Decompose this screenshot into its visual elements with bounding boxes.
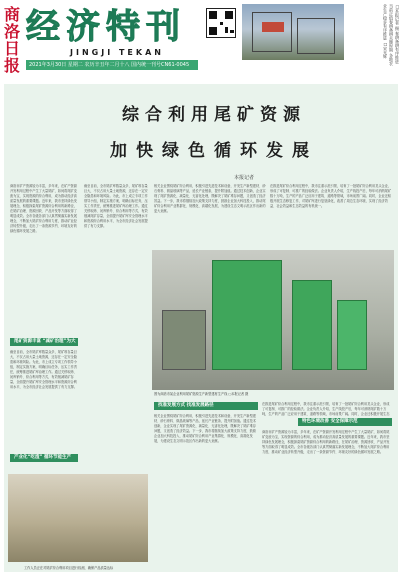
inspection-photo (8, 474, 148, 562)
edition-pinyin: JINGJI TEKAN (70, 48, 164, 57)
subhead-1: 尾矿资源丰富 “减矿治理”为大 (10, 338, 78, 346)
inspection-photo-caption: 工作人员正在对尾矿综合利用项目进行检测，确保产品质量达标 (24, 566, 114, 570)
body-column-6a: 在推进尾矿综合利用过程中，我市注重示范引领，培育了一批尾矿综合利用龙头企业，形成了可复制、可推广的经验做法。企业负责人介绍，生产线投产后，每年可消纳尾矿数十万吨，生产的产品广泛应用于建筑、道路等领域，市场前景广阔。同时，企业还积极开展生态 (262, 402, 390, 416)
dateline-bar: 2021年3月30日 星期二 农历辛丑年二月十八 国内统一刊号CN61-0045 (26, 60, 198, 70)
edition-title: 经济特刊 (26, 7, 186, 47)
vertical-paper-title: 商洛日报 (3, 5, 20, 75)
article-panel (4, 84, 398, 572)
subhead-2: 产业化“吃渣” 循环节能生产 (10, 454, 78, 462)
top-photo-caption: □本报记者 摄 春耕备耕有序推进 当前正值春耕备耕关键时期 各地农业生产稳步有序推进 □宋光辉 (383, 4, 400, 66)
byline: 本报记者 (234, 175, 255, 181)
greenhouse-photo (242, 4, 344, 60)
body-column-3: 相关企业围绕尾矿综合利用，积极引进先进技术和设备，开发生产新型建材、砂石骨料、微晶玻璃等产品，延长产业链条，提升附加值。通过技术创新，企业实现了尾矿资源化、减量化、无害化处理，既解决了尾矿堆存问题，又创造了经济效益。下一步，我市将继续加大政策支持力度，鼓励企业加大科技投入，推动尾矿综合利用产业集群化、规模化、高端化发展，为建设生态文明示范区作出新的更大贡献。 (154, 184, 266, 213)
body-column-6: 商洛市矿产资源较为丰富，多年来，在矿产资源开发利用过程中产生了大量尾矿，如何将尾矿变废为宝，实现资源的综合利用，成为推动经济高质量发展的重要课题。近年来，我市坚持绿色发展理念，积极探索尾矿资源综合利用的新路径，在尾矿治理、资源回收、产品开发等方面取得了明显成效。全市各级各部门认真贯彻落实新发展理念，不断加大尾矿综合利用力度，推动矿业经济转型升级，走出了一条资源节约、环境友好的绿色循环发展之路。 (262, 430, 390, 454)
body-column-1: 商洛市矿产资源较为丰富，多年来，在矿产资源开发利用过程中产生了大量尾矿，如何将尾矿变废为宝，实现资源的综合利用，成为推动经济高质量发展的重要课题。近年来，我市坚持绿色发展理念，积极探索尾矿资源综合利用的新路径，在尾矿治理、资源回收、产品开发等方面取得了明显成效。全市各级各部门认真贯彻落实新发展理念，不断加大尾矿综合利用力度，推动矿业经济转型升级，走出了一条资源节约、环境友好的绿色循环发展之路。 (10, 184, 77, 233)
body-column-5: 相关企业围绕尾矿综合利用，积极引进先进技术和设备，开发生产新型建材、砂石骨料、微晶玻璃等产品，延长产业链条，提升附加值。通过技术创新，企业实现了尾矿资源化、减量化、无害化处理，既解决了尾矿堆存问题，又创造了经济效益。下一步，我市将继续加大政策支持力度，鼓励企业加大科技投入，推动尾矿综合利用产业集群化、规模化、高端化发展，为建设生态文明示范区作出新的更大贡献。 (154, 414, 256, 443)
body-column-1b: 截至目前，全市尾矿库数量众多，尾矿堆存量巨大，不仅占用大量土地资源，还存在一定安全隐患和环境风险。为此，市上成立专项工作领导小组，制定实施方案，明确目标任务，压实工作责任，统筹推进尾矿库治理工作。通过关停取缔、闭库销号、综合利用等方式，有效削减尾矿存量，全面提升尾矿库安全管理水平和资源综合利用水平，为全市经济社会发展提供了有力支撑。 (10, 350, 77, 389)
masthead (0, 0, 402, 80)
subhead-4: 找准发展方式 找准发展路径 (154, 402, 258, 410)
body-column-2: 截至目前，全市尾矿库数量众多，尾矿堆存量巨大，不仅占用大量土地资源，还存在一定安全隐患和环境风险。为此，市上成立专项工作领导小组，制定实施方案，明确目标任务，压实工作责任，统筹推进尾矿库治理工作。通过关停取缔、闭库销号、综合利用等方式，有效削减尾矿存量，全面提升尾矿库安全管理水平和资源综合利用水平，为全市经济社会发展提供了有力支撑。 (84, 184, 148, 228)
body-column-4: 在推进尾矿综合利用过程中，我市注重示范引领，培育了一批尾矿综合利用龙头企业，形成了可复制、可推广的经验做法。企业负责人介绍，生产线投产后，每年可消纳尾矿数十万吨，生产的产品广泛应用于建筑、道路等领域，市场前景广阔。同时，企业还积极开展生态修复工作，对尾矿库进行复垦绿化，改善了周边生态环境，实现了经济效益、社会效益和生态效益的有机统一。 (270, 184, 392, 208)
photo-caption: 图为商洛市某企业利用尾矿资源生产新型建材生产线 □本报记者 摄 (154, 392, 249, 396)
production-line-photo (152, 250, 394, 390)
headline-line-1: 综合利用尾矿资源 (122, 105, 306, 125)
article-headline (64, 104, 364, 162)
qr-code-icon (206, 8, 236, 38)
subhead-3: 特色环境改善 安全保障示范 (298, 418, 392, 426)
headline-line-2: 加快绿色循环发展 (110, 141, 318, 161)
